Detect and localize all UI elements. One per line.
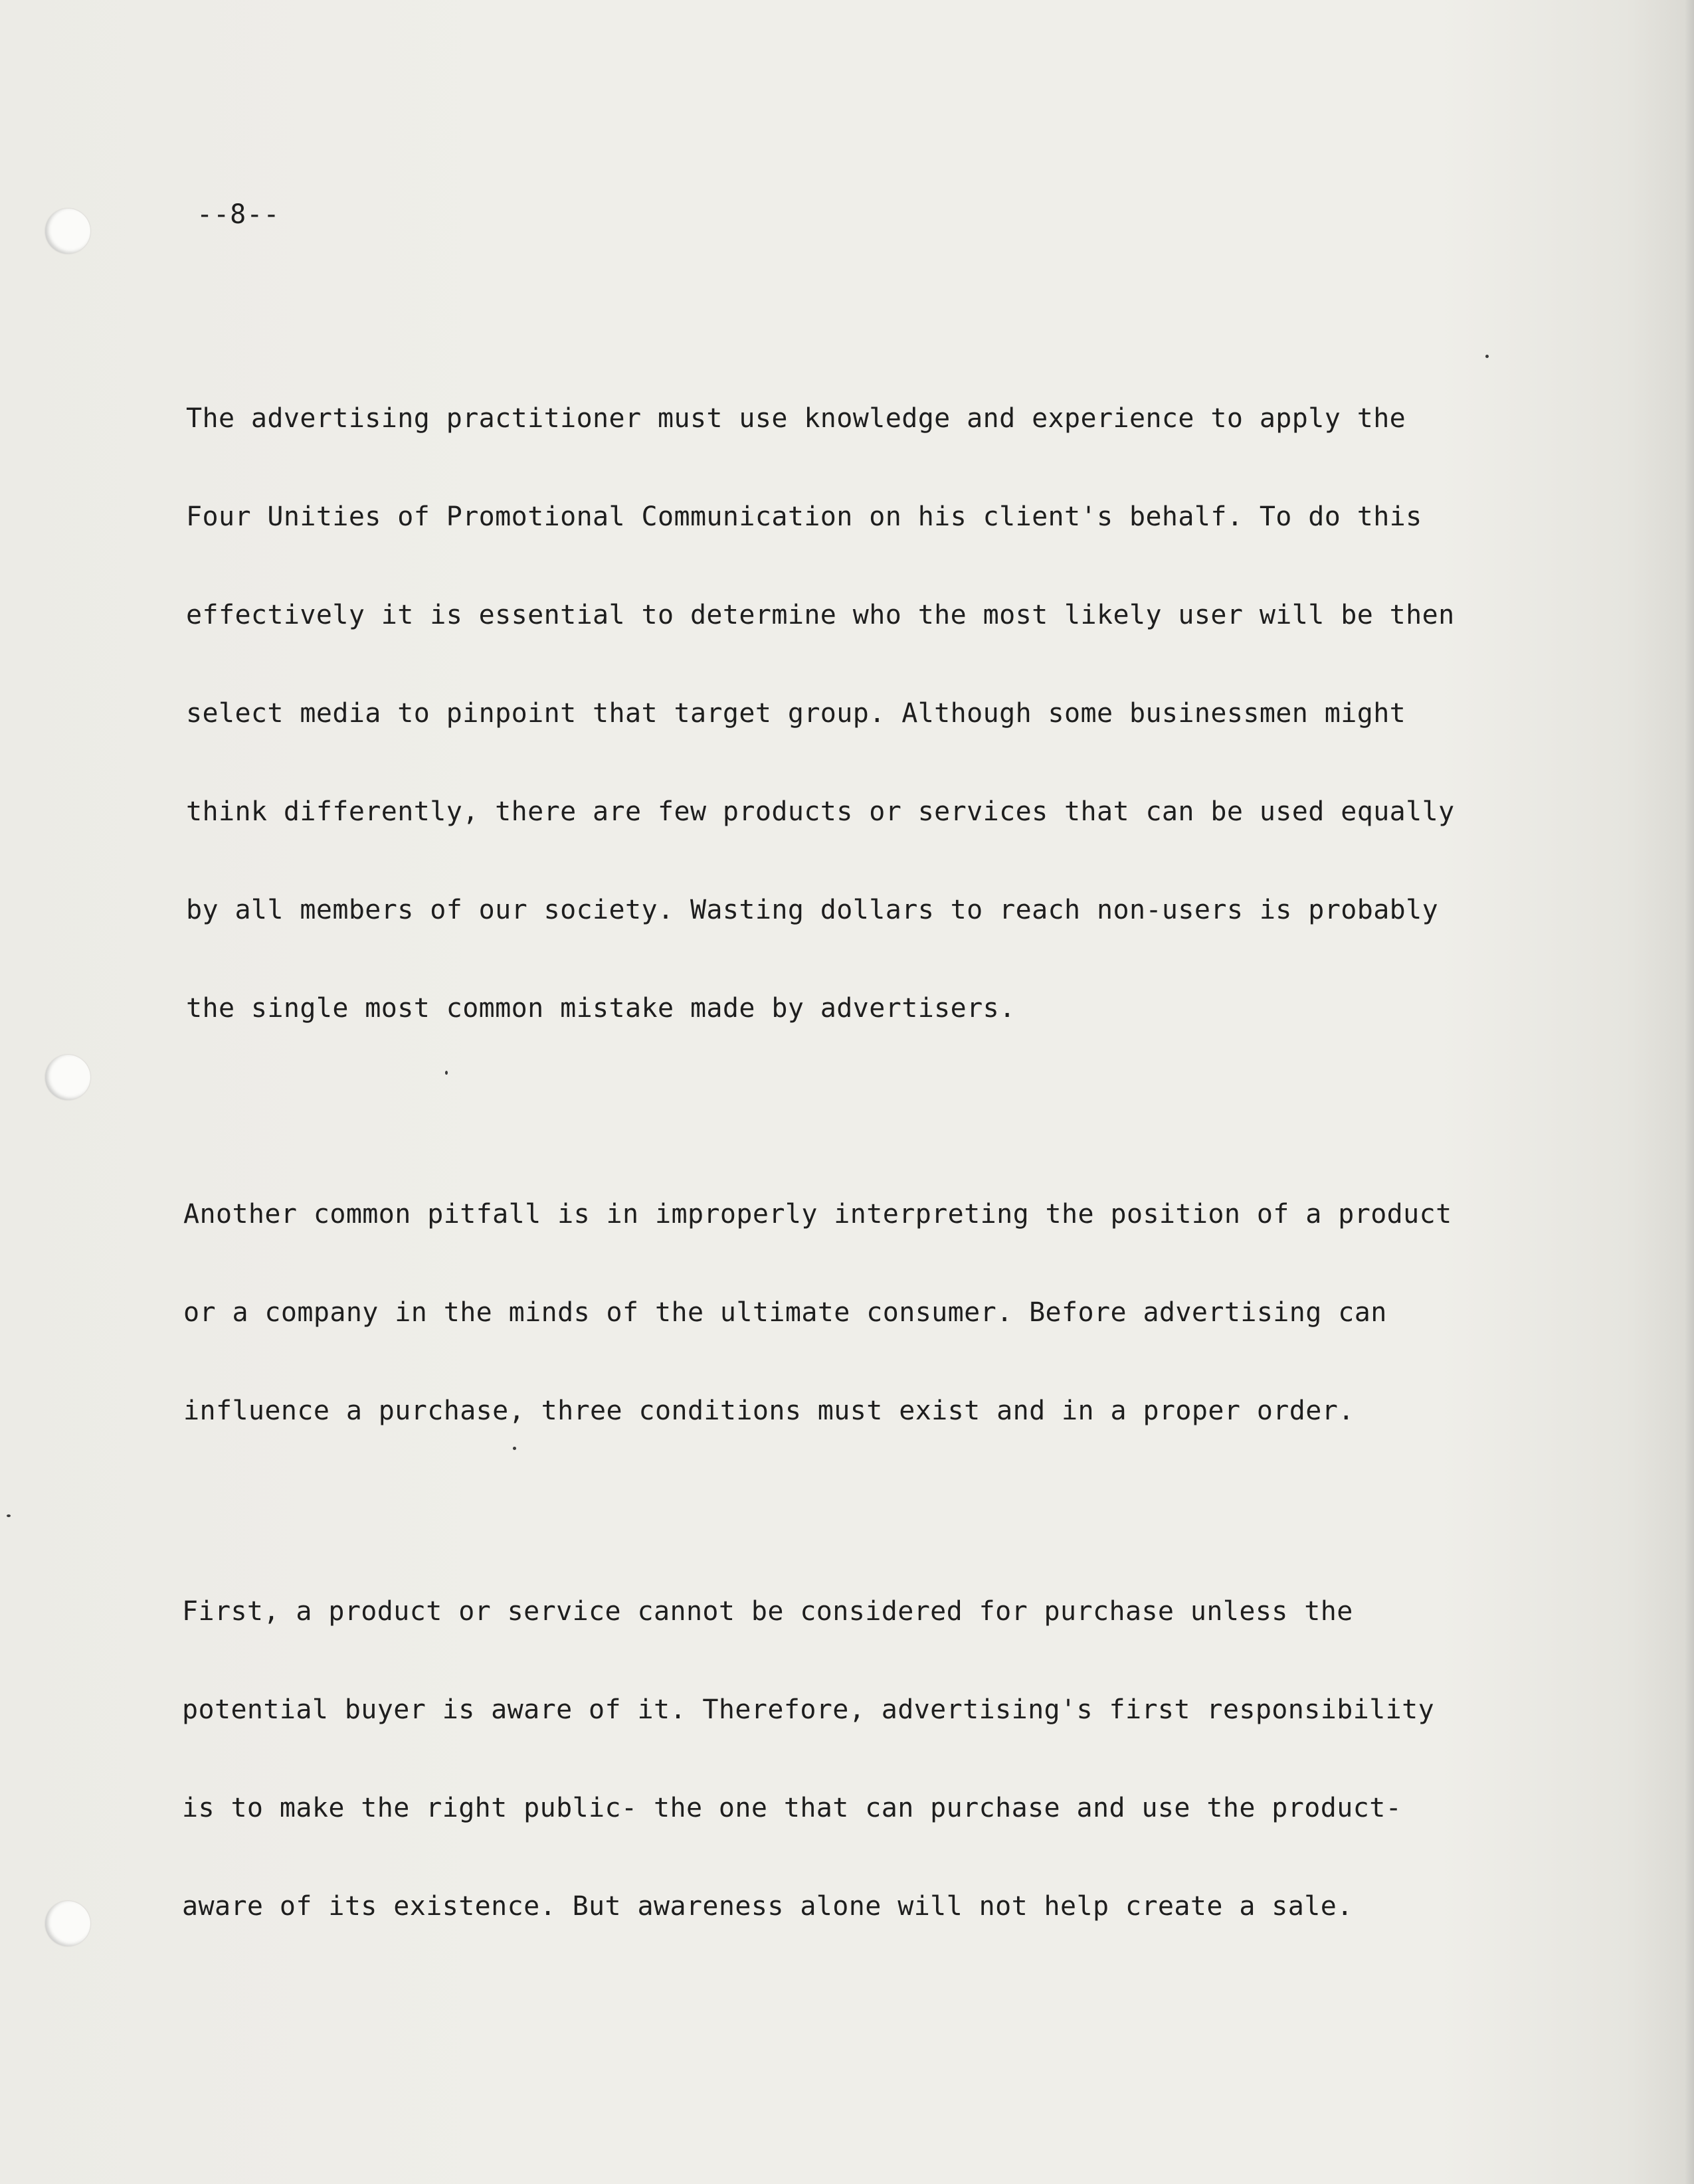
text-line: aware of its existence. But awareness alone will not help create a sale.: [182, 1891, 1353, 1922]
text-line: think differently, there are few products or services that can be used equally: [186, 796, 1455, 827]
paper-speck: [7, 1514, 11, 1517]
text-line: effectively it is essential to determine who the most likely user will be then: [186, 600, 1455, 630]
text-line: the single most common mistake made by advertisers.: [186, 993, 1016, 1024]
text-line: by all members of our society. Wasting dollars to reach non-users is probably: [186, 895, 1439, 925]
text-line: The advertising practitioner must use knowledge and experience to apply the: [186, 403, 1406, 434]
page-edge-shadow: [1685, 0, 1694, 2184]
paragraph-1: [186, 399, 1515, 1087]
text-line: Another common pitfall is in improperly interpreting the position of a product: [183, 1199, 1452, 1229]
text-line: select media to pinpoint that target group. Although some businessmen might: [186, 698, 1406, 729]
text-line: Four Unities of Promotional Communication on his client's behalf. To do this: [186, 501, 1422, 532]
paragraph-2: [183, 1194, 1512, 1489]
binder-hole-middle: [45, 1055, 90, 1100]
page-number: --8--: [197, 199, 280, 230]
binder-hole-top: [45, 209, 90, 254]
paper-speck: [1485, 355, 1489, 358]
paragraph-3: [182, 1592, 1511, 1985]
binder-hole-bottom: [45, 1901, 90, 1946]
text-line: is to make the right public- the one that can purchase and use the product-: [182, 1793, 1402, 1823]
text-line: First, a product or service cannot be considered for purchase unless the: [182, 1596, 1353, 1627]
text-line: or a company in the minds of the ultimate consumer. Before advertising can: [183, 1297, 1387, 1328]
text-line: potential buyer is aware of it. Therefore, advertising's first responsibility: [182, 1694, 1435, 1725]
text-line: influence a purchase, three conditions must exist and in a proper order.: [183, 1396, 1355, 1426]
